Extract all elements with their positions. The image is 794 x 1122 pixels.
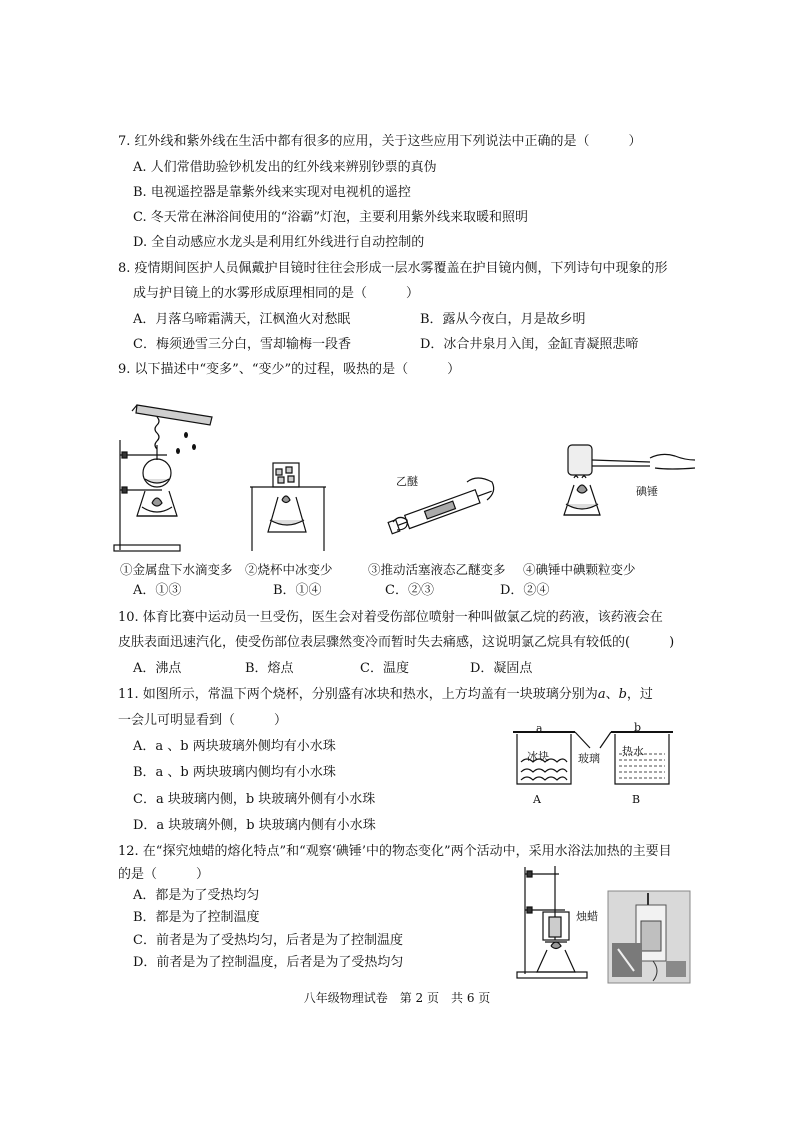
q9-option-a: A．①③	[133, 583, 182, 598]
q11-stem-line1	[118, 686, 653, 704]
q11-fig-a: a	[536, 722, 543, 735]
q10-option-c: C．温度	[360, 661, 409, 676]
q9-caption-1: ①金属盘下水滴变多	[120, 562, 233, 577]
q10-option-a: A．沸点	[133, 661, 182, 676]
q8-stem-line2: 成与护目镜上的水雾形成原理相同的是（ ）	[133, 286, 420, 301]
q11-fig-label-b: B	[632, 793, 641, 806]
q11-fig-glass: 玻璃	[578, 752, 600, 765]
q12-option-d: D．前者是为了控制温度，后者是为了受热均匀	[133, 955, 404, 970]
q7-option-c: C. 冬天常在淋浴间使用的“浴霸”灯泡，主要利用紫外线来取暖和照明	[133, 210, 529, 225]
q7-option-b: B. 电视遥控器是靠紫外线来实现对电视机的遥控	[133, 185, 411, 200]
q11-fig-hot: 热水	[622, 745, 644, 758]
q11-fig-b: b	[634, 721, 642, 734]
q7-option-d: D. 全自动感应水龙头是利用红外线进行自动控制的	[133, 235, 425, 250]
q7-option-a: A. 人们常借助验钞机发出的红外线来辨别钞票的真伪	[133, 160, 437, 175]
q11-stem-b: b	[618, 687, 627, 702]
q11-stem-text: 11. 如图所示，常温下两个烧杯，分别盛有冰块和热水，上方均盖有一块玻璃分别为	[118, 687, 598, 702]
q9-caption-4: ④碘锤中碘颗粒变少	[523, 562, 636, 577]
q12-photo	[608, 891, 690, 983]
q9-iodine-label: 碘锤	[636, 485, 658, 498]
q10-option-d: D．凝固点	[470, 661, 533, 676]
q8-option-c: C．梅须逊雪三分白，雪却输梅一段香	[133, 337, 351, 352]
q8-stem-line1: 8. 疫情期间医护人员佩戴护目镜时往往会形成一层水雾覆盖在护目镜内侧，下列诗句中现象的形	[118, 261, 668, 276]
q11-fig-ice: 冰块	[527, 750, 549, 763]
q10-stem-line2: 皮肤表面迅速汽化，使受伤部位表层骤然变冷而暂时失去痛感，这说明氯乙烷具有较低的( )	[118, 635, 675, 650]
q12-option-a: A．都是为了受热均匀	[133, 888, 260, 903]
q8-option-b: B．露从今夜白，月是故乡明	[420, 312, 586, 327]
q11-option-b: B．a 、b 两块玻璃内侧均有小水珠	[133, 765, 336, 780]
q10-option-b: B．熔点	[245, 661, 294, 676]
q12-option-b: B．都是为了控制温度	[133, 910, 260, 925]
q9-caption-2: ②烧杯中冰变少	[245, 562, 333, 577]
q9-ether-label: 乙醚	[396, 475, 418, 488]
q12-option-c: C．前者是为了受热均匀，后者是为了控制温度	[133, 933, 403, 948]
q11-stem-a: a	[597, 687, 606, 702]
q9-option-c: C．②③	[385, 583, 434, 598]
q12-stem-line2: 的是（ ）	[118, 867, 210, 882]
q11-option-c: C．a 块玻璃内侧，b 块玻璃外侧有小水珠	[133, 792, 376, 807]
q12-candle-label: 烛蜡	[576, 910, 598, 923]
q9-option-b: B．①④	[273, 583, 322, 598]
q11-stem-end: ，过	[626, 687, 653, 702]
q9-figure-1	[112, 395, 222, 555]
q9-option-d: D．②④	[500, 583, 550, 598]
q8-option-a: A．月落乌啼霜满天，江枫渔火对愁眠	[133, 312, 351, 327]
q11-option-a: A．a 、b 两块玻璃外侧均有小水珠	[133, 739, 336, 754]
q9-caption-3: ③推动活塞液态乙醚变多	[368, 562, 506, 577]
q12-stem-line1: 12. 在“探究烛蜡的熔化特点”和“观察‘碘锤’中的物态变化”两个活动中，采用水浴法加热的主要目	[118, 844, 672, 859]
q9-figure-4	[550, 440, 700, 555]
q11-option-d: D．a 块玻璃外侧，b 块玻璃内侧有小水珠	[133, 818, 376, 833]
q11-stem-line2: 一会儿可明显看到（ ）	[118, 713, 288, 728]
q11-fig-label-a: A	[533, 793, 541, 806]
q10-stem-line1: 10. 体育比赛中运动员一旦受伤，医生会对着受伤部位喷射一种叫做氯乙烷的药液，该药液会在	[118, 610, 663, 625]
q9-figure-2	[248, 455, 328, 555]
q7-stem: 7. 红外线和紫外线在生活中都有很多的应用，关于这些应用下列说法中正确的是（ ）	[118, 134, 642, 149]
q9-stem: 9. 以下描述中“变多”、“变少”的过程，吸热的是（ ）	[118, 362, 461, 377]
q11-stem-sep: 、	[605, 687, 619, 702]
q8-option-d: D．冰合井泉月入闺，金缸青凝照悲啼	[420, 337, 639, 352]
page-footer: 八年级物理试卷 第 2 页 共 6 页	[303, 991, 491, 1005]
